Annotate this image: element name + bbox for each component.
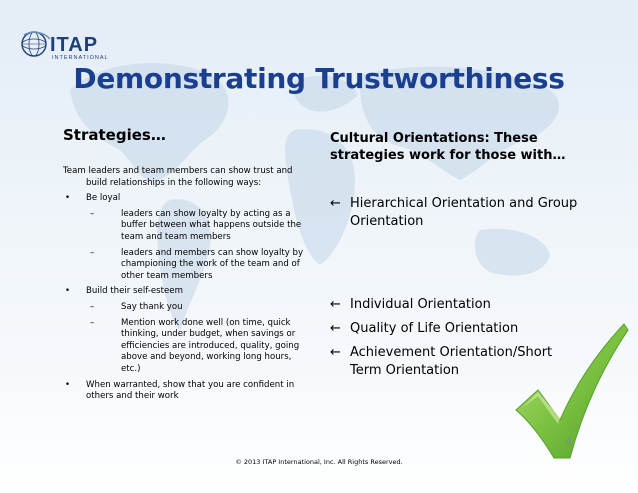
strategies-body <box>63 166 313 403</box>
orientation-text: Hierarchical Orientation and Group Orientation <box>350 196 578 229</box>
bullet-marker: • <box>65 379 71 390</box>
left-arrow-icon: ← <box>330 345 341 360</box>
bullet-item <box>63 380 313 403</box>
copyright-footer: © 2013 ITAP International, Inc. All Rights Reserved. <box>235 458 403 466</box>
orientation-text: Quality of Life Orientation <box>350 321 519 336</box>
bullet-text: When warranted, show that you are confident in others and their work <box>86 379 295 402</box>
sub-bullet-text: leaders can show loyalty by acting as a buffer between what happens outside the team and team members <box>121 208 302 242</box>
sub-bullet-marker: – <box>90 317 95 328</box>
page-title: Demonstrating Trustworthiness <box>73 62 565 95</box>
sub-bullet-marker: – <box>90 301 95 312</box>
orientation-item <box>330 195 580 231</box>
cultural-orientations-heading: Cultural Orientations: These strategies work for those with… <box>330 131 566 163</box>
sub-bullet-text: Mention work done well (on time, quick thinking, under budget, when savings or efficiencies are introduced, quality, going above and beyond, working long hours, etc.) <box>121 317 300 374</box>
sub-bullet-text: leaders and members can show loyalty by championing the work of the team and of other team members <box>121 247 304 281</box>
bullet-marker: • <box>65 193 71 204</box>
page-number: 9 <box>566 438 572 448</box>
sub-bullet-item <box>63 248 313 283</box>
bullet-item <box>63 286 313 298</box>
sub-bullet-item <box>63 318 313 376</box>
sub-bullet-item <box>63 302 313 314</box>
logo-text: ITAP <box>50 34 99 56</box>
sub-bullet-marker: – <box>90 247 95 258</box>
left-arrow-icon: ← <box>330 321 341 336</box>
strategies-intro: Team leaders and team members can show trust and build relationships in the following ways: <box>63 166 293 188</box>
orientation-text: Achievement Orientation/Short Term Orientation <box>350 345 553 378</box>
sub-bullet-marker: – <box>90 208 95 219</box>
orientation-text: Individual Orientation <box>350 297 491 312</box>
sub-bullet-item <box>63 209 313 244</box>
strategies-heading: Strategies… <box>63 126 166 144</box>
bullet-marker: • <box>65 286 71 297</box>
bullet-text: Build their self-esteem <box>86 286 183 297</box>
left-arrow-icon: ← <box>330 196 341 211</box>
bullet-text: Be loyal <box>86 193 121 204</box>
left-arrow-icon: ← <box>330 297 341 312</box>
orientation-item <box>330 296 580 314</box>
sub-bullet-text: Say thank you <box>121 301 183 312</box>
logo-subtext: INTERNATIONAL <box>52 55 109 61</box>
bullet-item <box>63 193 313 205</box>
